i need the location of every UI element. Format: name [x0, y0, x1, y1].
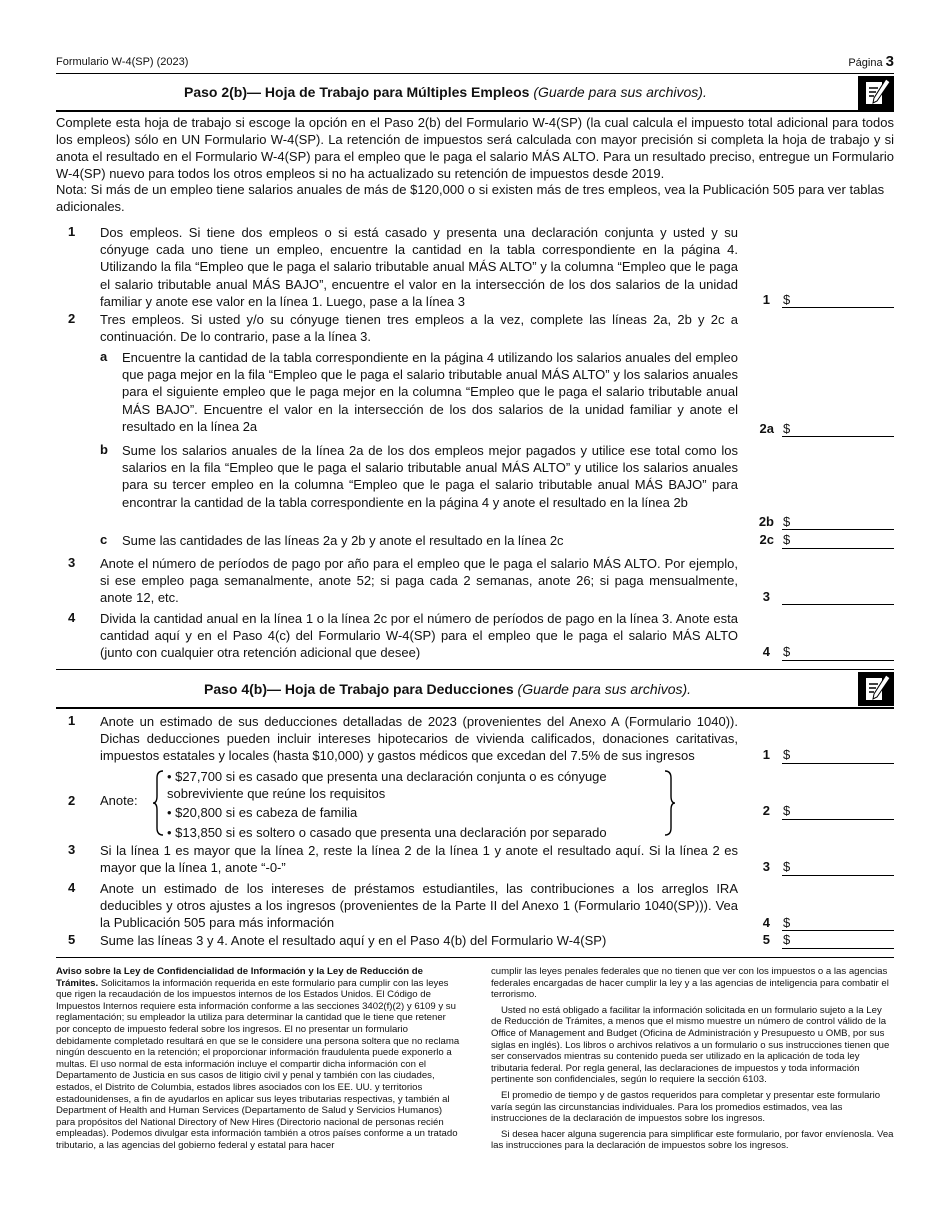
line-label: 2c [759, 532, 774, 547]
line-number: 4 [68, 610, 76, 625]
step2b-line3-input[interactable] [782, 604, 894, 605]
step2b-title: Paso 2(b)— Hoja de Trabajo para Múltiples Empleos (Guarde para sus archivos). [184, 84, 707, 100]
line-label: 1 [762, 292, 770, 307]
step4b-line2-options [167, 768, 667, 841]
currency-sign: $ [783, 859, 791, 874]
line-label: 2a [759, 421, 774, 436]
line-label: 3 [762, 589, 770, 604]
step2b-title-rule [56, 110, 894, 112]
step2b-line2c-text: Sume las cantidades de las líneas 2a y 2b y anote el resultado en la línea 2c [122, 533, 564, 548]
page-number: Página 3 [848, 53, 894, 70]
privacy-paragraph: Usted no está obligado a facilitar la información solicitada en un formulario sujeto a la Ley de Reducción de Trámites, a menos que el mismo muestre un número de control válido de la Office of Management and Budget (Oficina de Administración y Presupuesto u OMB, por sus siglas en inglés). Los libros o archivos relativos a un formulario o sus instrucciones tienen que ser conservados mientras su contenido pueda ser utilizado en la aplicación de toda ley tributaria federal. Por regla general, las declaraciones de impuestos y toda información pertinente son confidenciales, según lo requiere la sección 6103. [491, 1004, 890, 1086]
step2b-line2-text: Tres empleos. Si usted y/o su cónyuge tienen tres empleos a la vez, complete las líneas 2a, 2b y 2c a continuación. De lo contrario, pase a la línea 3. [100, 312, 738, 345]
step2b-intro: Complete esta hoja de trabajo si escoge la opción en el Paso 2(b) del Formulario W-4(SP) (la cual calcula el impuesto total adicional para todos los empleos) sólo en UN Formulario W-4(SP). La retención de impuestos será calculada con mayor precisión si completa la hoja de trabajo y si anota el resultado en el Formulario W-4(SP) para el empleo que le paga el salario MÁS ALTO. Para un resultado preciso, entregue un Formulario W-4(SP) nuevo para todos los otros empleos si no ha actualizado su retención de impuestos desde 2019. [56, 115, 894, 181]
line-label: 5 [762, 932, 770, 947]
currency-sign: $ [783, 292, 791, 307]
currency-sign: $ [783, 803, 791, 818]
step4b-top-rule [56, 669, 894, 670]
line-label: 4 [762, 915, 770, 930]
step4b-line2-prefix: Anote: [100, 793, 138, 808]
step4b-line4-text: Anote un estimado de los intereses de préstamos estudiantiles, las contribuciones a los arreglos IRA deducibles y otros ajustes a los ingresos (provenientes de la Parte II del Anexo 1 (Formulario 1040(SP))). Vea la Publicación 505 para más información [100, 881, 738, 931]
right-brace [664, 770, 676, 836]
step2b-line1-input[interactable] [782, 307, 894, 308]
currency-sign: $ [783, 915, 791, 930]
step4b-line1-input[interactable] [782, 763, 894, 764]
pencil-paper-icon [858, 76, 894, 110]
line-number: 4 [68, 880, 76, 895]
privacy-notice-title: Aviso sobre la Ley de Confidencialidad de Información y la Ley de Reducción de Trámites. [56, 966, 423, 989]
step2b-line2a-input[interactable] [782, 436, 894, 437]
line-label: 4 [762, 644, 770, 659]
left-brace [152, 770, 164, 836]
line-number: 5 [68, 932, 76, 947]
line-label: 1 [762, 747, 770, 762]
step2b-line2b-input[interactable] [782, 529, 894, 530]
line-number: 2 [68, 793, 76, 808]
option-head-of-household: • $20,800 si es cabeza de familia [167, 805, 358, 821]
step2b-note: Nota: Si más de un empleo tiene salarios anuales de más de $120,000 o si existen más de tres empleos, vea la Publicación 505 para ver tablas adicionales. [56, 182, 885, 214]
form-page [56, 0, 894, 1230]
form-name: Formulario W-4(SP) (2023) [56, 56, 189, 68]
privacy-paragraph: cumplir las leyes penales federales que no tienen que ver con los impuestos o a las agencias federales encargadas de hacer cumplir la ley y a las agencias de inteligencia para combatir el terrorismo. [491, 966, 889, 1001]
step2b-line2c-input[interactable] [782, 548, 894, 549]
step4b-line5-input[interactable] [782, 948, 894, 949]
privacy-notice-right [491, 966, 894, 1152]
line-number: 3 [68, 842, 76, 857]
line-number: a [100, 349, 108, 364]
step4b-line4-input[interactable] [782, 930, 894, 931]
line-number: 3 [68, 555, 76, 570]
line-number: b [100, 442, 108, 457]
currency-sign: $ [783, 747, 791, 762]
privacy-paragraph: El promedio de tiempo y de gastos requeridos para completar y presentar este formulario varía según las circunstancias individuales. Para los promedios estimados, vea las instrucciones de la declaración de impuestos sobre los ingresos. [491, 1089, 881, 1125]
line-label: 3 [762, 859, 770, 874]
step2b-line2a-text: Encuentre la cantidad de la tabla correspondiente en la página 4 utilizando los salarios anuales del empleo que paga mejor en la fila “Empleo que le paga el salario tributable anual MÁS ALTO” y los salarios anuales para el siguiente empleo que le paga mejor en la columna “Empleo que le paga el salario tributable anual MÁS BAJO”. Encuentre el valor en la intersección de los dos salarios de la unidad familiar y anote el resultado en la línea 2a [122, 350, 738, 434]
pencil-paper-icon [858, 672, 894, 706]
line-number: c [100, 532, 108, 547]
step2b-line3-text: Anote el número de períodos de pago por año para el empleo que le paga el salario MÁS ALTO. Por ejemplo, si ese empleo paga semanalmente, anote 52; si paga cada 2 semanas, anote 26; si paga mensualmente, anote 12, etc. [100, 556, 738, 606]
step4b-line3-text: Si la línea 1 es mayor que la línea 2, reste la línea 2 de la línea 1 y anote el resultado aquí. Si la línea 2 es mayor que la línea 1, anote “-0-” [100, 843, 738, 876]
step4b-title: Paso 4(b)— Hoja de Trabajo para Deducciones (Guarde para sus archivos). [204, 681, 692, 697]
step4b-line1-text: Anote un estimado de sus deducciones detalladas de 2023 (provenientes del Anexo A (Formulario 1040)). Dichas deducciones pueden incluir intereses hipotecarios de vivienda calificados, donaciones caritativas, impuestos estatales y locales (hasta $10,000) y gastos médicos que excedan del 7.5% de sus ingresos [100, 714, 738, 764]
option-married-joint: • $27,700 si es casado que presenta una declaración conjunta o es cónyuge sobreviviente que reúne los requisitos [167, 769, 607, 802]
step4b-line5-text: Sume las líneas 3 y 4. Anote el resultado aquí y en el Paso 4(b) del Formulario W-4(SP) [100, 933, 607, 948]
privacy-notice-body: Solicitamos la información requerida en este formulario para cumplir con las leyes que rigen la recaudación de los impuestos internos de los Estados Unidos. El Código de Impuestos Internos requiere esta información conforme a las secciones 3402(f)(2) y 6109 y su reglamentación; su empleador la utiliza para determinar la cantidad que le tiene que retener por concepto de impuesto federal sobre los ingresos. El no presentar un formulario debidamente completado resultará en que se le considere una persona soltera que no reclama ningún descuento en la retención; el proporcionar información fraudulenta puede exponerlo a multas. El uso normal de esta información incluye el compartir dicha información con el Departamento de Justicia en sus casos de litigio civil y penal y también con las ciudades, estados, el Distrito de Columbia, estados libres asociados con los EE. UU. y territorios estadounidenses, a fin de ayudarlos en aplicar sus leyes tributarias respectivas, y también al Department of Health and Human Services (Departamento de Salud y Servicios Humanos) para propósitos del National Directory of New Hires (Directorio nacional de personas recién empleadas). Podemos divulgar esta información también a otros países conforme a un tratado tributario, a las agencias del gobierno federal y estatal para hacer [56, 977, 460, 1151]
privacy-paragraph: Si desea hacer alguna sugerencia para simplificar este formulario, por favor envíenosla. Vea las instrucciones para la declaración de impuestos sobre los ingresos. [491, 1128, 894, 1152]
line-number: 2 [68, 311, 76, 326]
currency-sign: $ [783, 932, 791, 947]
step2b-line4-text: Divida la cantidad anual en la línea 1 o la línea 2c por el número de períodos de pago en la línea 3. Anote esta cantidad aquí y en el Paso 4(c) del Formulario W-4(SP) para el empleo que le paga el salario MÁS ALTO (junto con cualquier otra retención adicional que desee) [100, 611, 738, 661]
step2b-line2b-text: Sume los salarios anuales de la línea 2a de los dos empleos mejor pagados y utilice ese total como los salarios en la fila “Empleo que le paga el salario tributable anual MÁS ALTO” y utilice los salarios anuales para su tercer empleo en la columna “Empleo que le paga el salario tributable anual MÁS BAJO” para encontrar la cantidad de la tabla correspondiente en la página 4 y anote el resultado en la línea 2b [122, 443, 738, 510]
step2b-line4-input[interactable] [782, 660, 894, 661]
line-number: 1 [68, 224, 76, 239]
currency-sign: $ [783, 532, 791, 547]
step4b-line3-input[interactable] [782, 875, 894, 876]
step4b-line2-input[interactable] [782, 819, 894, 820]
line-label: 2 [762, 803, 770, 818]
currency-sign: $ [783, 421, 791, 436]
step4b-title-rule [56, 707, 894, 709]
currency-sign: $ [783, 644, 791, 659]
line-label: 2b [758, 514, 774, 529]
header-rule [56, 73, 894, 74]
section-end-rule [56, 957, 894, 958]
step2b-line1-text: Dos empleos. Si tiene dos empleos o si está casado y presenta una declaración conjunta y usted y su cónyuge cada uno tiene un empleo, encuentre la cantidad en la tabla correspondiente en la página 4. Utilizando la fila “Empleo que le paga el salario tributable anual MÁS ALTO” y la columna “Empleo que le paga el salario tributable anual MÁS BAJO”, encuentre el valor en la intersección de los dos salarios de la unidad familiar y anote ese valor en la línea 1. Luego, pase a la línea 3 [100, 225, 738, 309]
option-single: • $13,850 si es soltero o casado que presenta una declaración por separado [167, 824, 607, 840]
privacy-notice-left [56, 966, 460, 1152]
currency-sign: $ [783, 514, 791, 529]
line-number: 1 [68, 713, 76, 728]
